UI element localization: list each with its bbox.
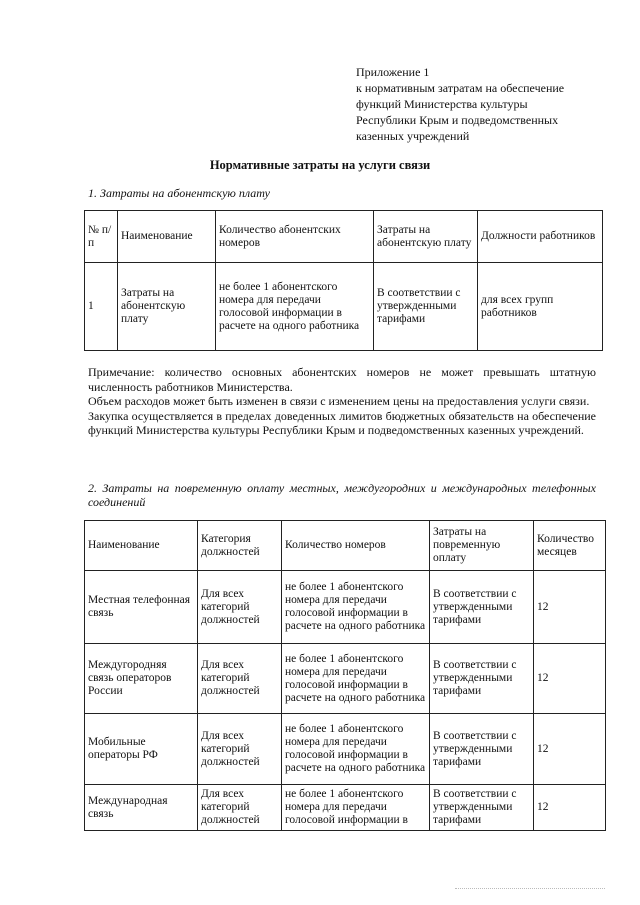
note-paragraph: Закупка осуществляется в пределах доведенных лимитов бюджетных обязательств на обеспечение функций Министерства культуры Республики Крым и подведомственных казенных учреждений. <box>88 408 596 437</box>
cell-category: Для всех категорий должностей <box>198 785 282 831</box>
cell-count: не более 1 абонентского номера для передачи голосовой информации в расчете на одного работника <box>216 263 374 351</box>
document-title: Нормативные затраты на услуги связи <box>209 158 431 172</box>
appendix-line: казенных учреждений <box>356 129 470 143</box>
header-cost: Затраты на повременную оплату <box>430 521 534 571</box>
footer-divider <box>455 888 605 889</box>
cell-months: 12 <box>534 785 606 831</box>
cell-category: Для всех категорий должностей <box>198 714 282 785</box>
header-name: Наименование <box>85 521 198 571</box>
cell-months: 12 <box>534 714 606 785</box>
header-name: Наименование <box>118 211 216 263</box>
cell-count: не более 1 абонентского номера для передачи голосовой информации в расчете на одного работника <box>282 571 430 644</box>
section1-heading: 1. Затраты на абонентскую плату <box>88 186 270 200</box>
header-category: Категория должностей <box>198 521 282 571</box>
header-cost: Затраты на абонентскую плату <box>374 211 478 263</box>
cell-cost: В соответствии с утвержденными тарифами <box>430 785 534 831</box>
appendix-line: функций Министерства культуры <box>356 97 528 111</box>
appendix-block <box>356 64 606 144</box>
cell-count: не более 1 абонентского номера для передачи голосовой информации в <box>282 785 430 831</box>
header-months: Количество месяцев <box>534 521 606 571</box>
table-row <box>85 785 606 831</box>
cell-months: 12 <box>534 644 606 714</box>
cell-num: 1 <box>85 263 118 351</box>
table-row <box>85 644 606 714</box>
cell-positions: для всех групп работников <box>478 263 603 351</box>
header-positions: Должности работников <box>478 211 603 263</box>
cell-name: Мобильные операторы РФ <box>85 714 198 785</box>
table-header-row <box>85 521 606 571</box>
call-charges-table <box>84 520 606 831</box>
cell-months: 12 <box>534 571 606 644</box>
subscription-fee-table <box>84 210 603 351</box>
cell-cost: В соответствии с утвержденными тарифами <box>430 714 534 785</box>
note-paragraph: Объем расходов может быть изменен в связи с изменением цены на предоставления услуги связи. <box>88 394 590 408</box>
cell-name: Затраты на абонентскую плату <box>118 263 216 351</box>
table-row <box>85 714 606 785</box>
cell-name: Междугородняя связь операторов России <box>85 644 198 714</box>
header-num: № п/п <box>85 211 118 263</box>
appendix-line: к нормативным затратам на обеспечение <box>356 81 565 95</box>
cell-cost: В соответствии с утвержденными тарифами <box>374 263 478 351</box>
table-row <box>85 571 606 644</box>
header-count: Количество абонентских номеров <box>216 211 374 263</box>
cell-count: не более 1 абонентского номера для передачи голосовой информации в расчете на одного работника <box>282 644 430 714</box>
cell-category: Для всех категорий должностей <box>198 571 282 644</box>
section2-heading: 2. Затраты на повременную оплату местных, междугородних и международных телефонных соединений <box>88 481 596 509</box>
table-row <box>85 263 603 351</box>
cell-cost: В соответствии с утвержденными тарифами <box>430 571 534 644</box>
table-header-row <box>85 211 603 263</box>
cell-cost: В соответствии с утвержденными тарифами <box>430 644 534 714</box>
notes-block <box>88 365 596 438</box>
cell-count: не более 1 абонентского номера для передачи голосовой информации в расчете на одного работника <box>282 714 430 785</box>
appendix-line: Приложение 1 <box>356 65 430 79</box>
cell-name: Местная телефонная связь <box>85 571 198 644</box>
note-paragraph: Примечание: количество основных абонентских номеров не может превышать штатную численность работников Министерства. <box>88 365 596 394</box>
cell-name: Международная связь <box>85 785 198 831</box>
cell-category: Для всех категорий должностей <box>198 644 282 714</box>
appendix-line: Республики Крым и подведомственных <box>356 113 559 127</box>
header-count: Количество номеров <box>282 521 430 571</box>
